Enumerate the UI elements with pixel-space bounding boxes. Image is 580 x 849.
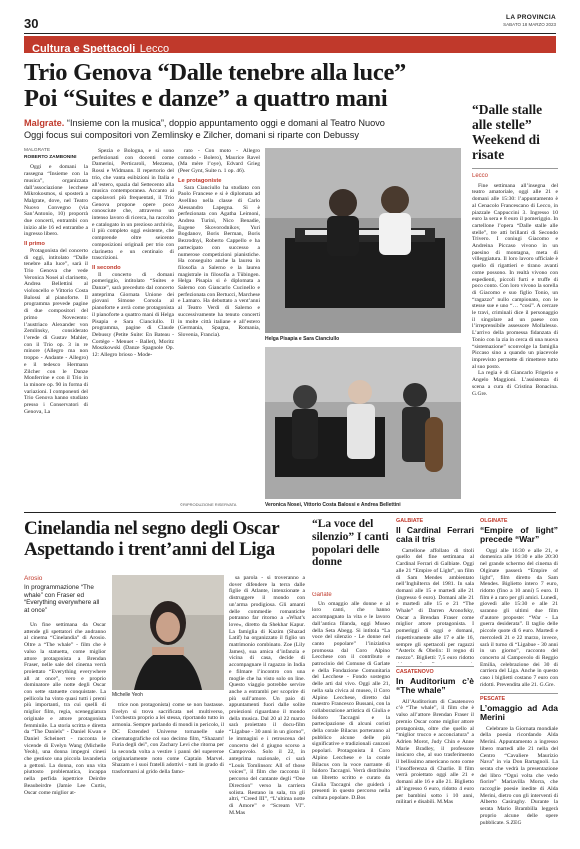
photo-michelle-yeoh (112, 575, 224, 690)
brief-casatenovo-title: In Auditorium c’è “The whale” (396, 675, 474, 696)
second-intro: In programmazione “The whale” con Fraser ed “Everything everywhere all at once” (24, 584, 100, 614)
photo-trio-caption: Veronica Nosei, Vittorio Costa Balossi e Andrea Bellettini (265, 502, 401, 508)
brief-galbiate-place: GALBIATE (396, 518, 424, 524)
sidebar-place: Lecco (472, 173, 489, 179)
sidebar-body (472, 173, 558, 498)
lead-col2-text: Spezia e Bologna, e si sono perfezionati con docenti come Damerini, Perticaroli, Mezzena, Rossi e Widmann. Il repertorio del trio, che vanta esibizioni in Italia e all’estero, spazia dal Settecento alla musica contemporanea. Accanto ai capolavori più frequentati, il Trio Genova propone opere poco conosciute che, attraverso un intenso lavoro di ricerca, ha raccolto e catalogato in un prezioso archivio, il più completo oggi esistente, che comprende oltre seicento composizioni originali per trio con clarinetto e un centinaio di trascrizioni. (92, 148, 174, 262)
lead-col1-text2: Protagonista del concerto di oggi, intitolato “Dalle tenebre alla luce”, sarà il Trio Genova che vede Veronica Nosei al clarinetto, Andrea Bellettini al violoncello e Vittorio Costa Balossi al pianoforte. Il programma prevede pagine di due compositori del primo Novecento: l’austriaco Alexander von Zemlinsky, considerato l’erede di Gustav Mahler, con il Trio op. 3 in re minore (Allegro ma non troppo - Andante - Allegro) e il tedesco Hermann Zilcher con le Danze Monferrine e con il Trio in la minore op. 90 in forma di variazioni. I componenti del Trio Genova hanno studiato presso i Conservatori di Genova, La (24, 247, 88, 415)
brief-olginate (480, 518, 558, 690)
page-date: SABATO 18 MARZO 2023 (503, 22, 556, 27)
lead-column-3 (178, 148, 260, 508)
page-number: 30 (24, 16, 39, 31)
lead-col2-subhead: Il secondo (92, 264, 121, 271)
lead-summary (24, 117, 464, 141)
lead-col1-subhead: Il primo (24, 241, 45, 248)
brief-galbiate-title: Il Cardinal Ferrari cala il tris (396, 524, 474, 545)
second-title (24, 518, 304, 560)
lead-title-line2: Poi “Suites e danze” a quattro mani (24, 85, 388, 112)
lead-kicker: Malgrate. (24, 118, 65, 128)
sidebar-title: “Dalle stalle alle stelle” Weekend di risate (472, 102, 543, 162)
lead-title (24, 60, 464, 112)
brief-olginate-place: OLGINATE (480, 518, 508, 524)
garlate-title: “La voce del silenzio” I canti popolari delle donne (312, 518, 389, 569)
section-bold: Cultura e Spettacoli (32, 43, 136, 55)
brief-casatenovo-text: All’Auditorium di Casatenovo c’è “The whale”, il film che è valso all’attore Brendan Fraser il premio Oscar come miglior attore protagonista, oltre che quello al “miglior trucco e acconciatura” a Adrien Morot, Judy Chin e Anne Marie Bradley, il professore insicuro che, al suo trasferimento il bellissimo americano noto come l’insofferenza di Charlie. Il film verrà proiettato oggi alle 21 e domani alle 16 e alle 21. Biglietto all’ingresso 6 euro, ridotto 4 euro per bambini sotto i 10 anni, militari e disabili. M.Mas (396, 698, 474, 806)
brief-galbiate-text: Cartellone affollato di titoli quello del fine settimana al Cardinal Ferrari di Galbiate. Oggi alle 21 “Empire of Light”, un film di Sam Mendes ambientato nell’Inghilterra del 1981. In sala domani alle 15 e martedì alle 21 (ingresso 6 euro). Domani alle 21 e martedì alle 15 e 21 “The Whale” di Darren Aronofsky, Oscar a Brendan Fraser come miglior attore protagonista. I pomeriggi di oggi e domani, rispettivamente alle 17 e alle 16, sempre gli spettacoli per ragazzi “Asterix & Obelix: Il regno di mezzo”. Biglietti: 7,5 euro ridotto (396, 547, 474, 661)
photo-pianists-caption: Helga Pisapia e Sara Cianciullo (265, 336, 340, 342)
second-title-line2: Aspettando i trent’anni del Liga (24, 539, 275, 560)
sidebar-text: Fine settimana all’insegna del teatro amatoriale, oggi alle 21 e domani alle 15:30: l’appuntamento è al Cenacolo Francescano di Lecco, in piazzale Cappuccini 3. Ingresso 10 euro la sera e 8 euro il pomeriggio. In cartellone l’opera “Dalle stalle alle stelle”, tre atti brillanti di Secondo Trivero. I coniugi Giacomo e Andreina Piccaso vivono in un paesino di montagna, meta di villeggiatura. Il loro lavoro ufficiale è quello di rigattieri e tirano avanti come possono. In realtà vivono con espedienti, piccoli furti e truffe di poco conto. Con loro vivono la sorella di Giacomo e suo figlio Tonio, un “ragazzo” nullo campionato, con le stesse sue e uno “… “così”. A cercare le travi, criminali dice il personaggio il singolare ad un paese con l’irreprensibile assessore Mollalesso. L’arrivo della promessa fidanzata di Tonio con la zia in cerca di una nuova “sistemazione” sconvolge la famiglia Piccaso sino a quando un piacevole imprevisto permette di rimettere tutto al suo posto. (472, 182, 558, 370)
brief-pescate (480, 696, 558, 839)
photo-trio (265, 347, 461, 499)
section-header (24, 36, 556, 53)
lead-credit: ©RIPRODUZIONE RISERVATA (180, 502, 237, 507)
second-column-3 (229, 575, 305, 837)
brief-pescate-title: L’omaggio ad Ada Merini (480, 702, 558, 723)
lead-title-line1: Trio Genova “Dalle tenebre alla luce” (24, 59, 406, 86)
second-col3-text: sa parola - si troveranno a dover difendere la terra dalle figlie di Atlante, intenzionate a distruggere il mondo con un’arma prodigiosa. Gli amanti delle commedie romantiche potranno far ritorno a «What’s love», diretto da Shekhar Kapur. La famiglia di Kazim (Shazad Latif) ha organizzato il figlio un matrimonio combinato. Zoe (Lily James), sua amica d’infanzia e vicina di casa, decide di accompagnare il ragazzo in India e filmare l’incontro con una moglie che ha visto solo on line. Questo viaggio potrebbe servire anche a entrambi per scoprire di più sull’amore. Un paio di appuntamenti fuori dalle solite proiezioni riguardano il mondo della musica. Dal 20 al 22 marzo sarà proiettato il docu-film “Ligabue - 30 anni in un giorno”, le immagini e i retroscena del concerto del 4 giugno scorso a Campovolo. Solo il 22, in anteprima nazionale, ci sarà “Louis Tomlinson: All of those voices”, il film che racconta il percorso del cantante degli “One Direction” verso la carriera solista. Restano in sala, tra gli altri, “Creed III”, “L’ultima notte di Amore” e “Scream VI”. M.Mas (229, 575, 305, 816)
sidebar-footer: La regia è di Giancarlo Frigerio e Angelo Maggioni. L’assistenza di scena a cura di Cristina Bonacina. G.Gre. (472, 370, 558, 397)
lead-col3-subhead: Le protagoniste (178, 177, 222, 184)
second-col2-text: trice non protagonista) come se non bastasse. Evelyn si trova sacrificata nel multiverso, l’orchestra proprio a lei stessa, riportando tutto in armonia. Sempre parlando di mondi in pericolo, il DC Extended Universe tornanelle sale cinematografiche col suo decimo film, “Shazam! Furia degli dei”, con Zachary Levi che ritorna per la seconda volta a vestire i panni del supereroe originariamente noto come Captain Marvel. Shazam e i suoi fratelli adottivi - tutti in grado di trasformarsi al grido della famo- (112, 702, 224, 776)
lead-column-1 (24, 148, 88, 508)
brief-olginate-title: “Empire of light” precede “War” (480, 524, 558, 545)
lead-place: MALGRATE (24, 148, 51, 153)
lead-author: ROBERTO ZAMBONINI (24, 154, 77, 160)
lead-summary-line1: “Insieme con la musica”, doppio appuntamento oggi e domani al Teatro Nuovo (64, 118, 385, 128)
lead-column-2 (92, 148, 174, 508)
masthead: LA PROVINCIA (506, 14, 556, 21)
lead-col2-text2: Il concerto di domani pomeriggio, intitolato “Suites e Danze”, sarà preceduto dal concerto anteprima Giornata Unione dei giovani Simone Corsola al pianoforte e avrà come protagonista il pianoforte a quattro mani di Helga Pisapia e Sara Cianciullo. Il programma, pagine di Claude Debussy (Petite Suite: En Bateau - Cortège - Menuet - Ballet), Moritz Moszkowski (Danze Spagnole Op. 12: Allegro brioso - Mode- (92, 271, 174, 359)
second-column-1 (24, 622, 106, 837)
photo-pianists (265, 148, 461, 333)
garlate-body (312, 592, 390, 837)
brief-casatenovo-place: CASATENOVO (396, 669, 434, 675)
brief-casatenovo (396, 669, 474, 839)
garlate-place: Garlate (312, 592, 332, 598)
lead-col3-text: rato - Con moto - Allegro comodo - Bolero), Maurice Ravel (Ma mère l’oye), Edvard Grieg (Peer Gynt, Suite n. 1 op. 46). (178, 148, 260, 175)
second-place: Arosio (24, 575, 43, 582)
second-title-line1: Cinelandia nel segno degli Oscar (24, 518, 280, 539)
brief-pescate-place: PESCATE (480, 696, 506, 702)
lead-col1-text: Oggi e domani la rassegna “Insieme con la musica”, organizzata dall’associazione lecchese Mikrokosmos, si sposterà a Malgrate, dove, nel Teatro Nuovo Convegno (via San’Antonio, 10) proporrà due concerti, entrambi con inizio alle 16 ed entrambe a ingresso libero. (24, 164, 88, 238)
second-column-2 (112, 702, 224, 837)
brief-galbiate (396, 518, 474, 663)
section-light: Lecco (139, 43, 170, 55)
brief-olginate-text: Oggi alle 16:30 e alle 21, e domenica alle 16:30 e alle 20:30 nel grande schermo del cinema di Olginate passerà “Empire of light”, film diretto da Sam Mendes. Biglietto intero 7 euro, ridotto (fino a 10 anni) 5 euro. Il film è a raro per gli amici. Lunedì, giovedì alle 15:30 e alle 21 saranno gli ultimi due film d’autore proposte: “War - La guerra desiderata”. Il taglio delle piccole quote di 6 euro. Martedì e mercoledì 21 e 22 marzo, invece, sarà il turno di “Ligabue - 30 anni in un giorno”, racconto del concerto al Campovolo di Reggio Emilia, celebrazione dei 30 di carriera del Liga. Anche in questo caso i biglietti costano 7 euro con ridotti. Prevendita alle 21. G.Gre. (480, 547, 558, 688)
second-col1-text: Un fine settimana da Oscar attende gli spettatori che andranno al cinema “Cinelandia” di Arosio. Oltre a “The whale” - film che è valso la statuetta, come miglior attore protagonista a Brendan Fraser, nelle sale del cinema verrà proiettato “Everything everywhere all at once”, vero e proprio dominatore alle notte degli Oscar con sette statuette conquistate. La pellicola ha vinto quasi tutti i premi più importanti, tra cui quelli di miglior film, regia, sceneggiatura originale e attore protagonista femminile. La storia scritta e diretta da “The Daniels” - Daniel Kwan e Daniel Scheinert - racconta le vicende di Evelyn Wang (Michelle Yeoh), una donna impegni cinesi che gestisce una piccola lavanderia a gettoni. La donna, con una vita piuttosto problematica, incappa nella perfida ispettrice Deirdre Beaubeirdre (Jamie Lee Curtis, Oscar come miglior at- (24, 622, 106, 796)
brief-pescate-text: Celebrare la Giornata mondiale della poesia ricordando Alda Merini. Appuntamento a ingresso libero martedì alle 21 nella del Centro “Cavaliere Maurizio Nava” in via Don Bartagnoli. La serata che vedrà la presentazione del libro “Ogni volta che vedo fiorire” Mariavilla Morra, che raccoglie poesie inedite di Alda Merini, dietro con gli interventi di Alberto Casiraghy. Durante la serata Mario Brambilla leggerà proprio alcune delle opere pubblicate. S.ZEG (480, 725, 558, 826)
photo-michelle-yeoh-caption: Michelle Yeoh (112, 692, 143, 698)
garlate-text: Un omaggio alle donne e al loro canti, che hanno accompagnato la vita e le lavoro dall’antica filanda, oggi Museo della Seta Abegg. Si intitola “La voce del silenzio - Le donne nel canto popolare” l’iniziativa promossa dal Coro Alpino Lecchese con il contributo e patrocinio del Comune di Garlate e della Fondazione Comunitaria del Lecchese - Fondo sostegno delle arti dal vivo. Oggi alle 21, nella sala civica al museo, il Coro Alpino Lecchese, diretto dal maestro Francesco Bussani, con la collaborazione artistica di Giulia e Isidoro Taccagni e la partecipazione di alcuni coristi della corale Bilacus porteranno al pubblico alcune delle più significative e tradizionali canzoni popolari. Protagonista il Coro Alpino Lecchese e la corale Bilacus con la voce narrante di Isidoro Taccagni. Verrà distribuito un libretto scritto e curato da Giulia Taccagni che guiderà i presenti in questo percorso nella cultura popolare. D.Bos (312, 600, 390, 802)
lead-summary-line2: Oggi focus sui compositori von Zemlinsky e Zilcher, domani si riparte con Debussy (24, 130, 359, 140)
lead-col3-text2: Sara Cianciullo ha studiato con Paolo Francese e si è diplomata ad Avellino nella classe di Carlo Alessandro Lapegna. Si è perfezionata con Agatha Leimoni, Andrea Turini, Nico Benadie, Eugene Skovorodnikov, Yuri Bogdanov, Boris Berman, Boris Bezrodnyi, Roberto Cappello e ha partecipato con successo a numerose competizioni pianistiche. Ha conseguito anche la laurea in filosofia a Salerno e la laurea magistrale in filosofia a Tübingen. Helga Pisapia si è diplomata a Salerno con Giancarlo Cucinello e perfezionata con Bertucci, Marchese e Lamaro. Ha debuttato a vent’anni al Teatro Verdi di Salerno e successivamente ha tenuto concerti in molte città italiane e all’estero (Germania, Spagna, Romania, Slovenia, Francia). (178, 184, 260, 338)
